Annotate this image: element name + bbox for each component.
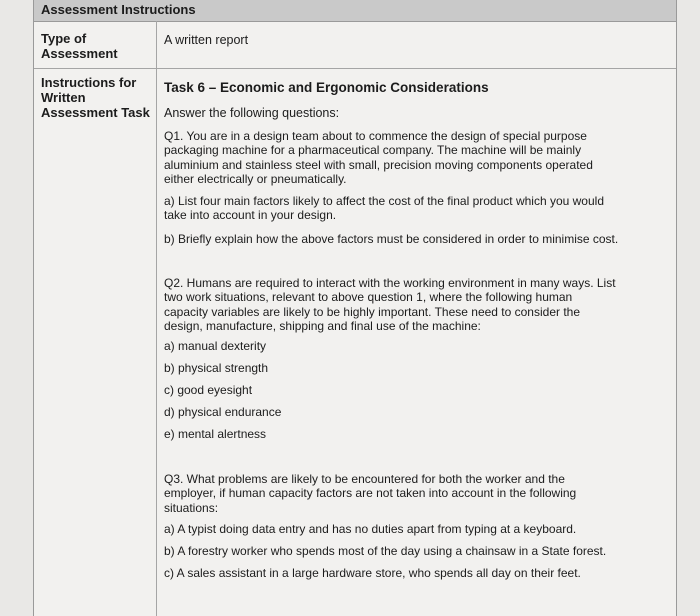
question-1 <box>164 129 664 187</box>
q2-line: two work situations, relevant to above question 1, where the following human <box>164 290 573 305</box>
instr-label-line-2: Written <box>41 90 86 105</box>
question-2 <box>164 276 664 334</box>
q2-line: Q2. Humans are required to interact with the working environment in many ways. List <box>164 276 616 290</box>
q1-line: Q1. You are in a design team about to commence the design of special purpose <box>164 129 587 143</box>
type-label-line-1: Type of <box>41 31 87 46</box>
type-label <box>41 31 118 61</box>
assessment-sheet <box>33 0 677 616</box>
type-value: A written report <box>164 33 249 47</box>
q3-line: situations: <box>164 500 219 515</box>
q3-item: a) A typist doing data entry and has no duties apart from typing at a keyboard. <box>164 522 577 536</box>
type-label-line-2: Assessment <box>41 46 118 61</box>
q2-item: a) manual dexterity <box>164 339 267 353</box>
column-divider <box>156 21 157 616</box>
q2-line: design, manufacture, shipping and final use of the machine: <box>164 319 481 334</box>
q1-line: aluminium and stainless steel with small, precision moving components operated <box>164 157 593 172</box>
question-1b: b) Briefly explain how the above factors must be considered in order to minimise cost. <box>164 232 619 246</box>
q1-line: either electrically or pneumatically. <box>164 172 347 187</box>
task-title: Task 6 – Economic and Ergonomic Considerations <box>164 80 489 95</box>
instructions-label <box>41 75 150 120</box>
header-title: Assessment Instructions <box>41 2 196 17</box>
instr-label-line-1: Instructions for <box>41 75 137 90</box>
q3-line: employer, if human capacity factors are not taken into account in the following <box>164 486 577 501</box>
question-1a <box>164 194 664 223</box>
question-3 <box>164 472 664 515</box>
table-header <box>34 0 676 22</box>
q2-line: capacity variables are likely to be highly important. These need to consider the <box>164 304 581 319</box>
q1a-line: take into account in your design. <box>164 208 337 223</box>
q1-line: packaging machine for a pharmaceutical company. The machine will be mainly <box>164 143 582 158</box>
q3-item: b) A forestry worker who spends most of the day using a chainsaw in a State forest. <box>164 544 607 558</box>
q1a-line: a) List four main factors likely to affect the cost of the final product which you would <box>164 194 604 208</box>
q2-item: c) good eyesight <box>164 383 253 397</box>
q2-item: e) mental alertness <box>164 427 267 441</box>
row-divider <box>34 68 676 69</box>
q3-line: Q3. What problems are likely to be encountered for both the worker and the <box>164 472 565 486</box>
instr-label-line-3: Assessment Task <box>41 105 150 120</box>
q2-item: d) physical endurance <box>164 405 282 419</box>
q2-item: b) physical strength <box>164 361 269 375</box>
q3-item: c) A sales assistant in a large hardware store, who spends all day on their feet. <box>164 566 581 580</box>
intro-text: Answer the following questions: <box>164 106 340 120</box>
